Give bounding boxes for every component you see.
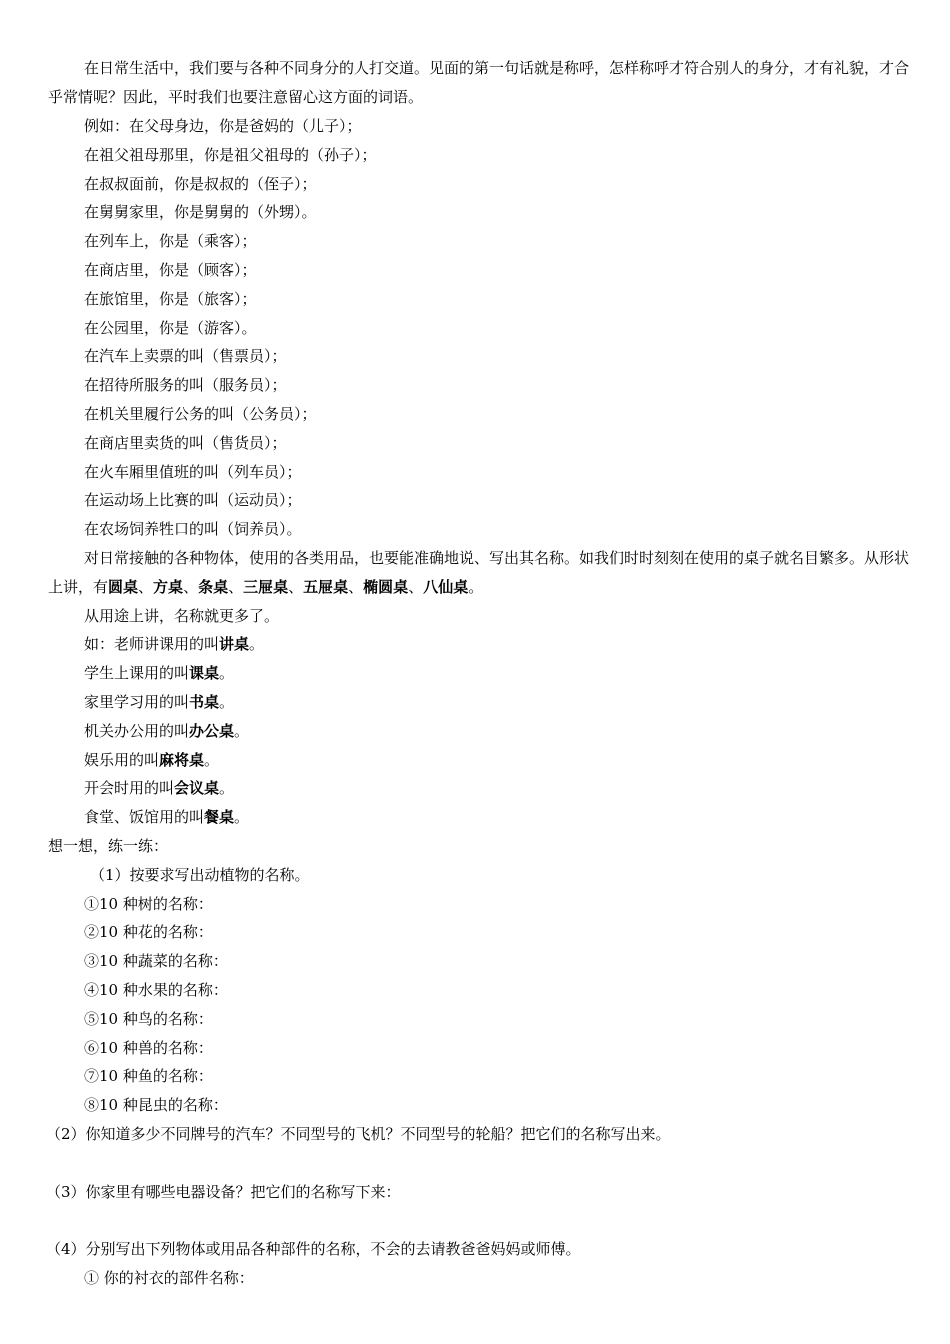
- usage-text: 食堂、饭馆用的叫: [84, 808, 205, 826]
- question-1: （1）按要求写出动植物的名称。: [90, 866, 310, 884]
- usage-text: 娱乐用的叫: [84, 751, 160, 769]
- usage-table-name: 办公桌: [189, 722, 235, 740]
- usage-end: 。: [204, 751, 220, 769]
- question-1-item: ③10 种蔬菜的名称：: [84, 952, 228, 970]
- usage-text: 学生上课用的叫: [84, 664, 190, 682]
- example-line: 在舅舅家里，你是舅舅的（外甥）。: [84, 203, 317, 221]
- question-2: （2）你知道多少不同牌号的汽车？不同型号的飞机？不同型号的轮船？把它们的名称写出来。: [46, 1125, 671, 1143]
- question-4-item: ① 你的衬衣的部件名称：: [84, 1269, 254, 1287]
- example-line: 在叔叔面前，你是叔叔的（侄子）；: [84, 175, 317, 193]
- shape-table-name: 方桌: [153, 577, 184, 596]
- list-separator: 、: [408, 577, 424, 596]
- list-separator: 、: [288, 577, 304, 596]
- shape-table-name: 八仙桌: [423, 577, 469, 596]
- example-line: 在汽车上卖票的叫（售票员）；: [84, 347, 287, 365]
- example-line: 在招待所服务的叫（服务员）；: [84, 376, 287, 394]
- question-1-item: ①10 种树的名称：: [84, 895, 213, 913]
- usage-text: 机关办公用的叫: [84, 722, 190, 740]
- example-line: 在商店里卖货的叫（售货员）；: [84, 434, 287, 452]
- question-1-item: ⑧10 种昆虫的名称：: [84, 1096, 228, 1114]
- usage-line: [84, 630, 946, 659]
- objects-paragraph: [48, 544, 910, 602]
- usage-end: 。: [234, 722, 250, 740]
- example-line: 在公园里，你是（游客）。: [84, 319, 257, 337]
- usage-line: [84, 746, 946, 775]
- question-1-item: ⑦10 种鱼的名称：: [84, 1067, 213, 1085]
- question-1-item: ⑤10 种鸟的名称：: [84, 1010, 213, 1028]
- objects-intro-text: 对日常接触的各种物体，使用的各类用品，也要能准确地说、写出其名称。如我们时时刻刻在使用的桌子就名目繁多。从形状上讲，有: [48, 549, 910, 596]
- usage-line: [84, 688, 946, 717]
- usage-end: 。: [249, 635, 265, 653]
- usage-line: [84, 659, 946, 688]
- usage-table-name: 麻将桌: [159, 751, 205, 769]
- question-4: （4）分别写出下列物体或用品各种部件的名称，不会的去请教爸爸妈妈或师傅。: [46, 1240, 581, 1258]
- example-line: 在运动场上比赛的叫（运动员）；: [84, 491, 302, 509]
- question-1-item: ②10 种花的名称：: [84, 923, 213, 941]
- list-separator: 、: [348, 577, 364, 596]
- shape-table-name: 条桌: [198, 577, 229, 596]
- usage-intro: 从用途上讲，名称就更多了。: [84, 607, 280, 625]
- intro-paragraph: 在日常生活中，我们要与各种不同身分的人打交道。见面的第一句话就是称呼，怎样称呼才符合别人的身分，才有礼貌，才合乎常情呢？因此，平时我们也要注意留心这方面的词语。: [48, 59, 910, 106]
- usage-end: 。: [219, 693, 235, 711]
- example-line: 在机关里履行公务的叫（公务员）；: [84, 405, 317, 423]
- usage-line: [84, 774, 946, 803]
- example-line: 在列车上，你是（乘客）；: [84, 232, 257, 250]
- shape-table-name: 三屉桌: [243, 577, 289, 596]
- usage-end: 。: [219, 664, 235, 682]
- usage-end: 。: [219, 779, 235, 797]
- example-line: 在火车厢里值班的叫（列车员）；: [84, 463, 302, 481]
- example-line: 在商店里，你是（顾客）；: [84, 261, 257, 279]
- list-separator: 、: [183, 577, 199, 596]
- usage-table-name: 会议桌: [174, 779, 220, 797]
- sentence-end: 。: [468, 577, 484, 596]
- shape-table-name: 椭圆桌: [363, 577, 409, 596]
- list-separator: 、: [138, 577, 154, 596]
- usage-table-name: 讲桌: [219, 635, 250, 653]
- example-line: 例如：在父母身边，你是爸妈的（儿子）；: [84, 117, 362, 135]
- example-line: 在农场饲养牲口的叫（饲养员）。: [84, 520, 302, 538]
- question-3: （3）你家里有哪些电器设备？把它们的名称写下来：: [46, 1183, 401, 1201]
- usage-end: 。: [234, 808, 250, 826]
- shape-table-name: 圆桌: [108, 577, 139, 596]
- usage-line: [84, 803, 946, 832]
- shape-table-name: 五屉桌: [303, 577, 349, 596]
- example-line: 在祖父祖母那里，你是祖父祖母的（孙子）；: [84, 146, 377, 164]
- question-1-item: ⑥10 种兽的名称：: [84, 1039, 213, 1057]
- practice-title: 想一想，练一练：: [48, 837, 169, 855]
- usage-text: 家里学习用的叫: [84, 693, 190, 711]
- usage-table-name: 餐桌: [204, 808, 235, 826]
- question-1-item: ④10 种水果的名称：: [84, 981, 228, 999]
- usage-text: 如：老师讲课用的叫: [84, 635, 220, 653]
- example-line: 在旅馆里，你是（旅客）；: [84, 290, 257, 308]
- usage-table-name: 书桌: [189, 693, 220, 711]
- list-separator: 、: [228, 577, 244, 596]
- usage-table-name: 课桌: [189, 664, 220, 682]
- usage-line: [84, 717, 946, 746]
- usage-text: 开会时用的叫: [84, 779, 175, 797]
